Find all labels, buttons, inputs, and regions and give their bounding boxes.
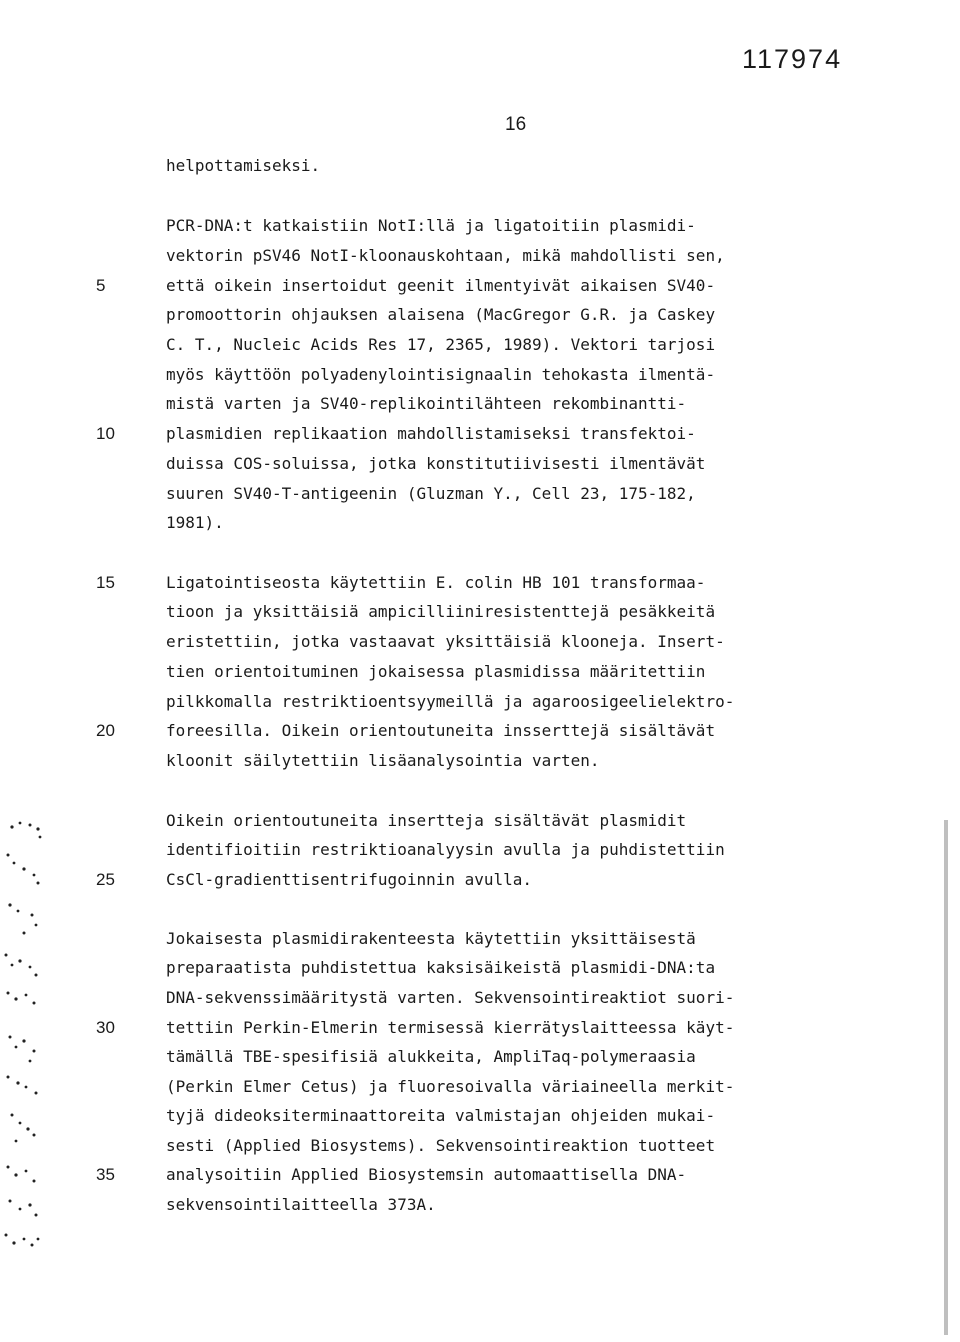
- text-line: kloonit säilytettiin lisäanalysointia varten.: [166, 751, 600, 770]
- line-number: 30: [96, 1018, 115, 1037]
- text-line: C. T., Nucleic Acids Res 17, 2365, 1989). Vektori tarjosi: [166, 335, 716, 354]
- line-number: 20: [96, 721, 115, 740]
- text-line: (Perkin Elmer Cetus) ja fluoresoivalla väriaineella merkit-: [166, 1077, 735, 1096]
- page-number: 16: [505, 114, 527, 135]
- scan-edge-shadow: [944, 820, 948, 1335]
- text-line: plasmidien replikaation mahdollistamiseksi transfektoi-: [166, 424, 696, 443]
- text-line: helpottamiseksi.: [166, 156, 321, 175]
- text-line: PCR-DNA:t katkaistiin NotI:llä ja ligatoitiin plasmidi-: [166, 216, 696, 235]
- text-line: tettiin Perkin-Elmerin termisessä kierrätyslaitteessa käyt-: [166, 1018, 735, 1037]
- text-line: tämällä TBE-spesifisiä alukkeita, AmpliTaq-polymeraasia: [166, 1047, 696, 1066]
- text-line: Oikein orientoutuneita insertteja sisältävät plasmidit: [166, 811, 687, 830]
- text-line: sesti (Applied Biosystems). Sekvensointireaktion tuotteet: [166, 1136, 716, 1155]
- text-line: vektorin pSV46 NotI-kloonauskohtaan, mikä mahdollisti sen,: [166, 246, 725, 265]
- text-line: että oikein insertoidut geenit ilmentyivät aikaisen SV40-: [166, 276, 716, 295]
- text-line: 1981).: [166, 513, 224, 532]
- text-line: duissa COS-soluissa, jotka konstitutiivisesti ilmentävät: [166, 454, 706, 473]
- text-line: promoottorin ohjauksen alaisena (MacGregor G.R. ja Caskey: [166, 305, 716, 324]
- document-number: 117974: [742, 44, 843, 74]
- line-number: 15: [96, 573, 115, 592]
- text-line: sekvensointilaitteella 373A.: [166, 1195, 436, 1214]
- text-line: eristettiin, jotka vastaavat yksittäisiä klooneja. Insert-: [166, 632, 725, 651]
- text-line: suuren SV40-T-antigeenin (Gluzman Y., Cell 23, 175-182,: [166, 484, 696, 503]
- text-line: DNA-sekvenssimääritystä varten. Sekvensointireaktiot suori-: [166, 988, 735, 1007]
- text-line: myös käyttöön polyadenylointisignaalin tehokasta ilmentä-: [166, 365, 716, 384]
- text-line: Jokaisesta plasmidirakenteesta käytettiin yksittäisestä: [166, 929, 696, 948]
- line-number: 10: [96, 424, 115, 443]
- scan-speckle-marks: [0, 815, 60, 1255]
- text-line: mistä varten ja SV40-replikointilähteen rekombinantti-: [166, 394, 687, 413]
- text-line: preparaatista puhdistettua kaksisäikeistä plasmidi-DNA:ta: [166, 958, 716, 977]
- text-line: analysoitiin Applied Biosystemsin automaattisella DNA-: [166, 1165, 687, 1184]
- text-line: tyjä dideoksiterminaattoreita valmistajan ohjeiden mukai-: [166, 1106, 716, 1125]
- line-number: 5: [96, 276, 106, 295]
- text-line: tioon ja yksittäisiä ampicilliiniresistenttejä pesäkkeitä: [166, 602, 716, 621]
- line-number: 25: [96, 870, 115, 889]
- text-line: foreesilla. Oikein orientoutuneita insserttejä sisältävät: [166, 721, 716, 740]
- line-number: 35: [96, 1165, 115, 1184]
- text-line: pilkkomalla restriktioentsyymeillä ja agaroosigeelielektro-: [166, 692, 735, 711]
- text-line: Ligatointiseosta käytettiin E. colin HB 101 transformaa-: [166, 573, 706, 592]
- text-line: identifioitiin restriktioanalyysin avulla ja puhdistettiin: [166, 840, 725, 859]
- text-line: tien orientoituminen jokaisessa plasmidissa määritettiin: [166, 662, 706, 681]
- text-line: CsCl-gradienttisentrifugoinnin avulla.: [166, 870, 533, 889]
